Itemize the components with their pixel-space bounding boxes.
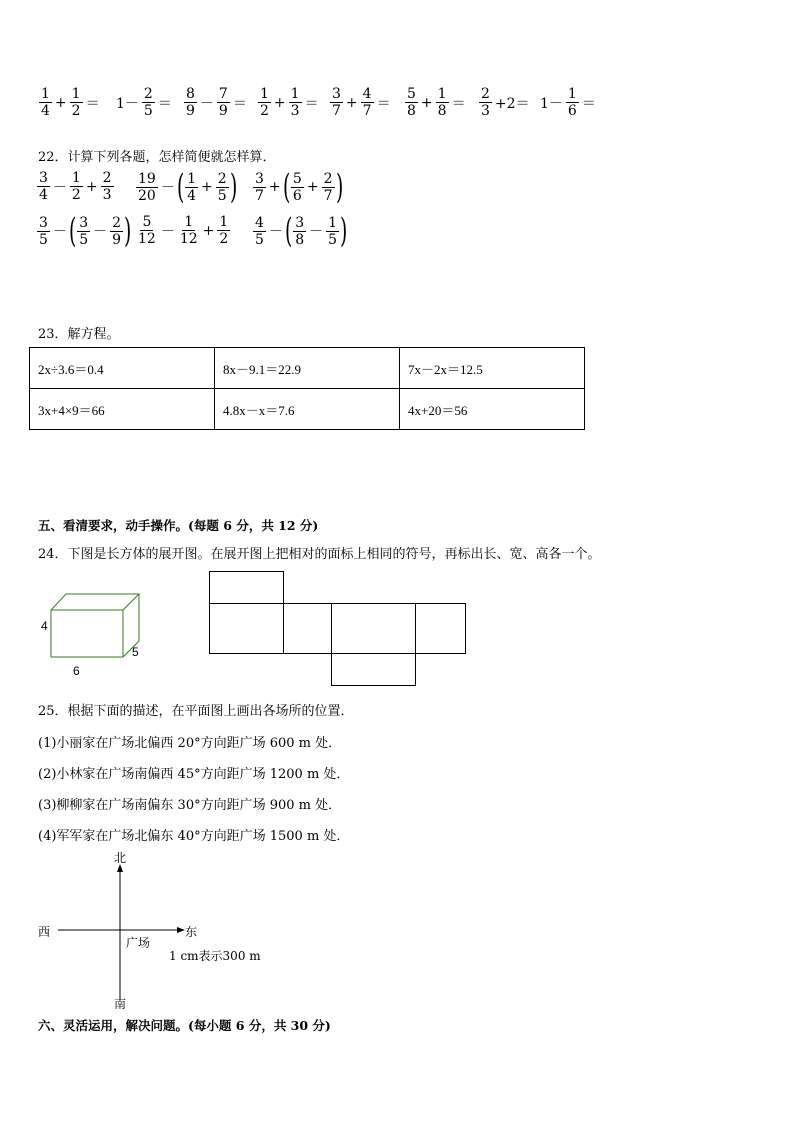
math-operator: ＝ bbox=[85, 95, 100, 112]
parenthesis: ) bbox=[335, 167, 343, 207]
denominator: 2 bbox=[260, 103, 269, 119]
numerator: 2 bbox=[481, 86, 490, 102]
math-expression bbox=[252, 167, 343, 207]
fraction bbox=[289, 86, 302, 119]
math-operator: + bbox=[306, 179, 319, 195]
q25-title: 25．根据下面的描述，在平面图上画出各场所的位置． bbox=[38, 704, 354, 719]
q25-item: (4)军军家在广场北偏东 40°方向距广场 1500 m 处． bbox=[38, 829, 350, 844]
math-operator: － bbox=[309, 224, 324, 240]
cuboid-length-label: 6 bbox=[73, 664, 80, 678]
fraction bbox=[136, 171, 158, 204]
parenthesis: ( bbox=[282, 167, 290, 207]
math-operator: + bbox=[268, 179, 281, 195]
numerator: 1 bbox=[328, 214, 338, 231]
parenthesis: ( bbox=[284, 211, 293, 251]
denominator: 4 bbox=[187, 187, 197, 204]
math-operator: +2＝ bbox=[494, 95, 530, 112]
parenthesis: ) bbox=[340, 211, 348, 251]
compass-map bbox=[30, 850, 280, 1010]
numerator: 4 bbox=[255, 214, 264, 231]
fraction bbox=[110, 215, 123, 248]
fraction bbox=[293, 215, 306, 248]
fraction bbox=[70, 86, 83, 119]
fraction bbox=[566, 86, 579, 119]
numerator: 1 bbox=[184, 214, 194, 230]
denominator: 3 bbox=[481, 103, 490, 119]
fraction bbox=[185, 171, 198, 204]
math-expression bbox=[183, 86, 249, 119]
denominator: 7 bbox=[362, 103, 372, 119]
math-operator: + bbox=[345, 94, 358, 111]
denominator: 2 bbox=[71, 187, 81, 203]
denominator: 7 bbox=[332, 103, 341, 119]
q23-title: 23．解方程。 bbox=[38, 327, 120, 342]
table-cell: 3x+4×9＝66 bbox=[30, 389, 215, 430]
denominator: 12 bbox=[138, 231, 156, 247]
table-cell: 4x+20＝56 bbox=[400, 389, 585, 430]
math-operator: － bbox=[93, 224, 108, 240]
math-expression bbox=[36, 170, 115, 203]
math-operator: + bbox=[201, 179, 213, 195]
denominator: 8 bbox=[407, 103, 416, 119]
q22-title: 22．计算下列各题，怎样简便就怎样算． bbox=[38, 150, 276, 165]
denominator: 5 bbox=[39, 231, 48, 248]
net-face bbox=[331, 603, 416, 654]
numerator: 3 bbox=[332, 86, 341, 102]
denominator: 2 bbox=[219, 231, 229, 247]
numerator: 5 bbox=[407, 86, 416, 102]
denominator: 7 bbox=[255, 187, 264, 204]
numerator: 2 bbox=[102, 170, 112, 186]
numerator: 7 bbox=[218, 86, 228, 102]
q25-item: (1)小丽家在广场北偏西 20°方向距广场 600 m 处． bbox=[38, 736, 342, 751]
section-5-heading: 五、看清要求，动手操作。(每题 6 分，共 12 分) bbox=[38, 518, 319, 533]
denominator: 5 bbox=[328, 231, 338, 248]
math-operator: － bbox=[52, 224, 67, 240]
denominator: 6 bbox=[292, 187, 302, 204]
net-face bbox=[331, 653, 416, 686]
numerator: 1 bbox=[71, 170, 81, 186]
denominator: 7 bbox=[323, 187, 333, 204]
math-operator: ＝ bbox=[304, 95, 319, 112]
numerator: 1 bbox=[219, 214, 229, 230]
parenthesis: ( bbox=[176, 167, 185, 207]
numerator: 1 bbox=[437, 86, 447, 102]
math-operator: ＝ bbox=[581, 95, 596, 112]
north-label: 北 bbox=[114, 851, 127, 865]
math-operator: － bbox=[199, 95, 214, 112]
fraction bbox=[37, 215, 50, 248]
numerator: 3 bbox=[295, 214, 305, 231]
fraction bbox=[101, 170, 114, 203]
math-operator: + bbox=[202, 222, 215, 239]
math-operator: ＝ bbox=[232, 95, 247, 112]
west-label: 西 bbox=[38, 925, 51, 939]
fraction bbox=[436, 86, 449, 119]
denominator: 12 bbox=[179, 231, 198, 247]
denominator: 9 bbox=[112, 231, 122, 248]
numerator: 5 bbox=[142, 214, 152, 230]
cuboid-height-label: 4 bbox=[41, 619, 48, 633]
fraction-row bbox=[38, 86, 758, 126]
parenthesis: ) bbox=[229, 167, 237, 207]
table-row bbox=[30, 348, 585, 389]
denominator: 2 bbox=[71, 103, 81, 119]
math-expression bbox=[329, 86, 393, 119]
table-cell: 2x÷3.6＝0.4 bbox=[30, 348, 215, 389]
denominator: 5 bbox=[255, 231, 264, 248]
fraction bbox=[479, 86, 492, 119]
fraction bbox=[330, 86, 343, 119]
numerator: 2 bbox=[323, 170, 333, 187]
fraction bbox=[37, 170, 50, 203]
numerator: 2 bbox=[112, 214, 122, 231]
numerator: 3 bbox=[39, 170, 48, 186]
denominator: 4 bbox=[41, 103, 50, 119]
fraction bbox=[217, 86, 230, 119]
math-expression bbox=[38, 86, 102, 119]
denominator: 5 bbox=[217, 187, 227, 204]
fraction bbox=[216, 171, 229, 204]
net-face bbox=[209, 603, 284, 654]
net-face bbox=[283, 603, 332, 654]
east-label: 东 bbox=[185, 925, 198, 939]
math-expression bbox=[36, 211, 132, 251]
math-expression bbox=[538, 86, 598, 119]
net-face bbox=[415, 603, 466, 654]
fraction bbox=[136, 214, 158, 247]
math-expression bbox=[135, 214, 231, 247]
fraction bbox=[361, 86, 374, 119]
math-operator: + bbox=[420, 94, 433, 111]
table-row bbox=[30, 389, 585, 430]
plaza-label: 广场 bbox=[126, 936, 151, 950]
cuboid-figure bbox=[36, 588, 146, 670]
net-face bbox=[209, 571, 284, 604]
math-operator: + bbox=[54, 94, 67, 111]
math-operator: － bbox=[52, 179, 67, 196]
math-operator: ＝ bbox=[451, 95, 466, 112]
numerator: 19 bbox=[138, 170, 156, 187]
denominator: 20 bbox=[138, 187, 156, 204]
numerator: 3 bbox=[79, 214, 89, 231]
parenthesis: ) bbox=[124, 211, 132, 251]
numerator: 5 bbox=[292, 170, 302, 187]
math-expression bbox=[252, 211, 348, 251]
numerator: 1 bbox=[41, 86, 50, 102]
fraction bbox=[142, 86, 155, 119]
fraction bbox=[258, 86, 271, 119]
math-operator: － bbox=[160, 223, 175, 240]
denominator: 6 bbox=[567, 103, 577, 119]
math-operator: － bbox=[160, 180, 175, 196]
denominator: 8 bbox=[295, 231, 305, 248]
equation-table bbox=[29, 347, 585, 430]
section-6-heading: 六、灵活运用，解决问题。(每小题 6 分，共 30 分) bbox=[38, 1018, 331, 1033]
table-cell: 8x－9.1＝22.9 bbox=[215, 348, 400, 389]
math-expression bbox=[404, 86, 468, 119]
numerator: 1 bbox=[567, 86, 577, 102]
math-operator: ＝ bbox=[157, 95, 172, 112]
south-label: 南 bbox=[114, 997, 127, 1011]
numerator: 1 bbox=[260, 86, 269, 102]
q25-item: (2)小林家在广场南偏西 45°方向距广场 1200 m 处． bbox=[38, 767, 350, 782]
denominator: 5 bbox=[143, 103, 153, 119]
denominator: 4 bbox=[39, 187, 48, 203]
fraction bbox=[217, 214, 230, 247]
cuboid-width-label: 5 bbox=[132, 645, 139, 659]
numerator: 2 bbox=[217, 170, 227, 187]
math-expression bbox=[114, 86, 174, 119]
table-cell: 4.8x－x＝7.6 bbox=[215, 389, 400, 430]
math-expression bbox=[135, 167, 237, 207]
table-cell: 7x－2x＝12.5 bbox=[400, 348, 585, 389]
q24-title: 24．下图是长方体的展开图。在展开图上把相对的面标上相同的符号，再标出长、宽、高各一个。 bbox=[38, 547, 601, 562]
math-expression bbox=[257, 86, 321, 119]
fraction bbox=[326, 215, 339, 248]
denominator: 3 bbox=[290, 103, 300, 119]
fraction bbox=[253, 215, 266, 248]
numerator: 8 bbox=[186, 86, 195, 102]
numerator: 3 bbox=[39, 214, 48, 231]
numerator: 1 bbox=[71, 86, 81, 102]
q25-item: (3)柳柳家在广场南偏东 30°方向距广场 900 m 处． bbox=[38, 798, 342, 813]
fraction bbox=[70, 170, 83, 203]
math-operator: + bbox=[273, 94, 286, 111]
scale-label: 1 cm表示300 m bbox=[169, 949, 261, 963]
denominator: 8 bbox=[437, 103, 447, 119]
q22-expressions bbox=[36, 167, 376, 260]
numerator: 1 bbox=[290, 86, 300, 102]
fraction bbox=[184, 86, 197, 119]
math-operator: 1－ bbox=[540, 95, 563, 112]
fraction bbox=[178, 214, 200, 247]
denominator: 9 bbox=[218, 103, 228, 119]
math-expression bbox=[478, 86, 532, 119]
numerator: 2 bbox=[143, 86, 153, 102]
numerator: 3 bbox=[255, 170, 264, 187]
denominator: 5 bbox=[79, 231, 89, 248]
fraction bbox=[291, 171, 304, 204]
fraction bbox=[253, 171, 266, 204]
math-operator: － bbox=[268, 224, 283, 240]
parenthesis: ( bbox=[68, 211, 77, 251]
numerator: 1 bbox=[187, 170, 197, 187]
numerator: 4 bbox=[362, 86, 372, 102]
math-operator: 1－ bbox=[116, 95, 139, 112]
math-operator: ＝ bbox=[376, 95, 391, 112]
math-operator: + bbox=[85, 178, 98, 195]
fraction bbox=[77, 215, 90, 248]
fraction bbox=[39, 86, 52, 119]
fraction bbox=[322, 171, 335, 204]
denominator: 9 bbox=[186, 103, 195, 119]
fraction bbox=[405, 86, 418, 119]
denominator: 3 bbox=[102, 187, 112, 203]
